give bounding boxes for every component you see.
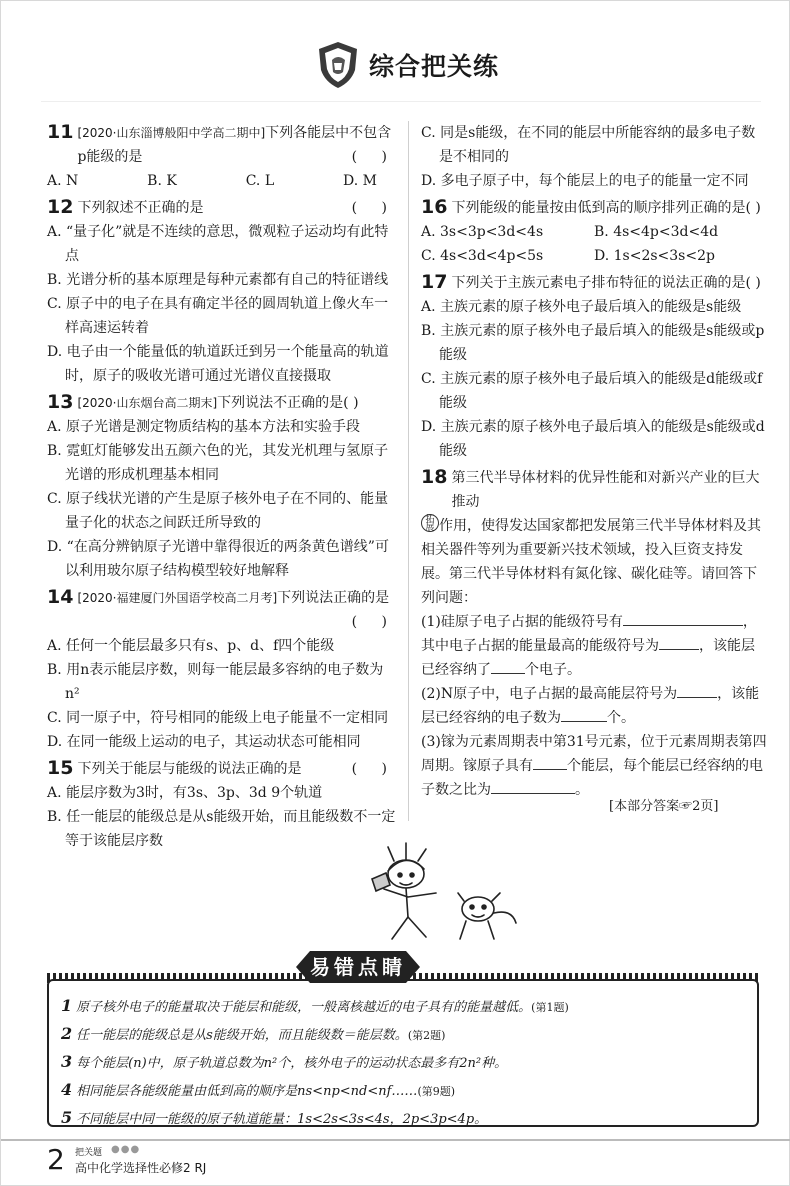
option-a: A. 3s<3p<3d<4s [421,224,544,240]
question-text: 下列能级的能量按由低到高的顺序排列正确的是( ) [451,200,761,216]
answer-blank[interactable] [491,778,575,794]
answer-blank[interactable] [491,658,525,674]
question-15-continued [421,121,767,193]
tips-list [61,993,751,1133]
column-divider [408,121,409,821]
question-18 [421,466,767,802]
extension-badge: 拓展 [421,514,439,532]
tip-item: 1 原子核外电子的能量取决于能层和能级，一般离核越近的电子具有的能量越低。(第1题) [61,996,569,1015]
option-d: D. 在同一能级上运动的电子，其运动状态可能相同 [47,734,361,750]
question-source: [2020·福建厦门外国语学校高二月考] [77,591,278,605]
part-1-text: (1)硅原子电子占据的能级符号有 [421,614,623,630]
tips-title-banner [296,949,420,985]
option-b: B. 用n表示能层序数，则每一能层最多容纳的电子数为n² [47,662,384,702]
part-2-text-3: 个。 [607,710,635,726]
option-b: B. 主族元素的原子核外电子最后填入的能级是s能级或p能级 [421,323,765,363]
part-3-text: (3)镓为元素周期表中第31号元素，位于元素周期表第四周期。镓原子具有 [421,734,767,774]
footer-brand: 把关题 [75,1148,103,1158]
option-d: D. 多电子原子中，每个能层上的电子的能量一定不同 [421,173,749,189]
option-c: C. 同一原子中，符号相同的能级上电子能量不一定相同 [47,710,389,726]
question-text: 下列各能层中不包含p能级的是 [77,125,392,165]
option-a: A. N [47,173,79,189]
option-b: B. 光谱分析的基本原理是每种元素都有自己的特征谱线 [47,272,389,288]
cartoon-illustration [366,839,526,949]
option-c: C. 同是s能级，在不同的能层中所能容纳的最多电子数是不相同的 [421,125,756,165]
option-b: B. 4s<4p<3d<4d [594,224,719,240]
answer-blank[interactable] [623,610,743,626]
footer-subtitle: 高中化学选择性必修2 RJ [75,1161,207,1175]
question-14 [47,586,397,754]
question-number: 18 [421,466,448,488]
question-number: 11 [47,121,74,143]
answer-paren: ( ) [351,200,397,216]
part-1-text-4: 个电子。 [525,662,581,678]
question-17 [421,271,767,463]
tip-item: 2 任一能层的能级总是从s能级开始，而且能级数＝能层数。(第2题) [61,1024,446,1043]
right-column [421,121,767,805]
question-source: [2020·山东烟台高二期末] [77,396,218,410]
tip-item: 4 相同能层各能级能量由低到高的顺序是ns<np<nd<nf……(第9题) [61,1080,456,1099]
question-12 [47,196,397,388]
part-3-text-3: 。 [575,782,589,798]
question-number: 17 [421,271,448,293]
option-d: D. 电子由一个能量低的轨道跃迁到另一个能量高的轨道时，原子的吸收光谱可通过光谱仪直接摄取 [47,344,389,384]
question-11 [47,121,397,193]
question-text: 下列叙述不正确的是 [77,200,204,216]
footer-rule [1,1139,790,1141]
question-text: 下列说法不正确的是( ) [217,395,359,411]
question-15 [47,757,397,853]
answer-paren: ( ) [351,761,397,777]
section-header [317,35,499,95]
question-intro-cont: 作用，使得发达国家都把发展第三代半导体材料及其相关器件等列为重要新兴技术领域，投入巨资支持发展。第三代半导体材料有氮化镓、碳化硅等。请回答下列问题： [421,518,761,606]
part-3-text-2: 个能层，每个能层已经容纳的电子数之比为 [421,758,763,798]
option-a: A. 主族元素的原子核外电子最后填入的能级是s能级 [421,299,742,315]
page-number: 2 [47,1143,65,1176]
answer-paren: ( ) [351,614,397,630]
part-1-text-3: ，该能层已经容纳了 [421,638,755,678]
question-text: 下列说法正确的是 [277,590,390,606]
footer-dots: ●●● [111,1144,141,1155]
tip-item: 5 不同能层中同一能级的原子轨道能量：1s<2s<3s<4s，2p<3p<4p。 [61,1108,488,1127]
question-number: 12 [47,196,74,218]
part-1-text-2: ，其中电子占据的能量最高的能级符号为 [421,614,757,654]
shield-icon [317,40,359,90]
question-text: 下列关于能层与能级的说法正确的是 [77,761,302,777]
question-number: 15 [47,757,74,779]
option-c: C. 主族元素的原子核外电子最后填入的能级是d能级或f能级 [421,371,763,411]
option-d: D. 1s<2s<3s<2p [594,248,715,264]
option-a: A. “量子化”就是不连续的意思，微观粒子运动均有此特点 [47,224,389,264]
option-a: A. 任何一个能层最多只有s、p、d、f四个能级 [47,638,335,654]
question-source: [2020·山东淄博般阳中学高二期中] [77,126,266,140]
part-2-text: (2)N原子中，电子占据的最高能层符号为 [421,686,678,702]
tips-title: 易错点睛 [310,955,406,979]
option-b: B. 霓虹灯能够发出五颜六色的光，其发光机理与氢原子光谱的形成机理基本相同 [47,443,389,483]
option-d: D. 主族元素的原子核外电子最后填入的能级是s能级或d能级 [421,419,765,459]
option-c: C. L [245,173,275,189]
options [47,169,397,193]
answer-paren: ( ) [351,149,397,165]
question-number: 13 [47,391,74,413]
part-2-text-2: ，该能层已经容纳的电子数为 [421,686,760,726]
question-intro: 第三代半导体材料的优异性能和对新兴产业的巨大推动 [451,470,760,510]
option-c: C. 原子中的电子在具有确定半径的圆周轨道上像火车一样高速运转着 [47,296,389,336]
left-column [47,121,397,856]
question-number: 16 [421,196,448,218]
answer-blank[interactable] [677,682,717,698]
answer-reference: [本部分答案☞2页] [609,799,719,814]
option-b: B. 任一能层的能级总是从s能级开始，而且能级数不一定等于该能层序数 [47,809,396,849]
answer-blank[interactable] [561,706,607,722]
option-d: D. “在高分辨钠原子光谱中靠得很近的两条黄色谱线”可以利用玻尔原子结构模型较好地解释 [47,539,389,579]
option-c: C. 4s<3d<4p<5s [421,248,544,264]
tip-item: 3 每个能层(n)中，原子轨道总数为n²个，核外电子的运动状态最多有2n²种。 [61,1052,508,1071]
question-text: 下列关于主族元素电子排布特征的说法正确的是( ) [451,275,761,291]
option-d: D. M [343,173,377,189]
question-13 [47,391,397,583]
question-16 [421,196,767,268]
header-rule [41,101,761,102]
section-title: 综合把关练 [369,52,500,81]
answer-blank[interactable] [533,754,567,770]
option-c: C. 原子线状光谱的产生是原子核外电子在不同的、能量量子化的状态之间跃迁所导致的 [47,491,389,531]
question-number: 14 [47,586,74,608]
option-a: A. 原子光谱是测定物质结构的基本方法和实验手段 [47,419,361,435]
option-b: B. K [147,173,177,189]
answer-blank[interactable] [659,634,699,650]
options [421,220,767,268]
option-a: A. 能层序数为3时，有3s、3p、3d 9个轨道 [47,785,323,801]
